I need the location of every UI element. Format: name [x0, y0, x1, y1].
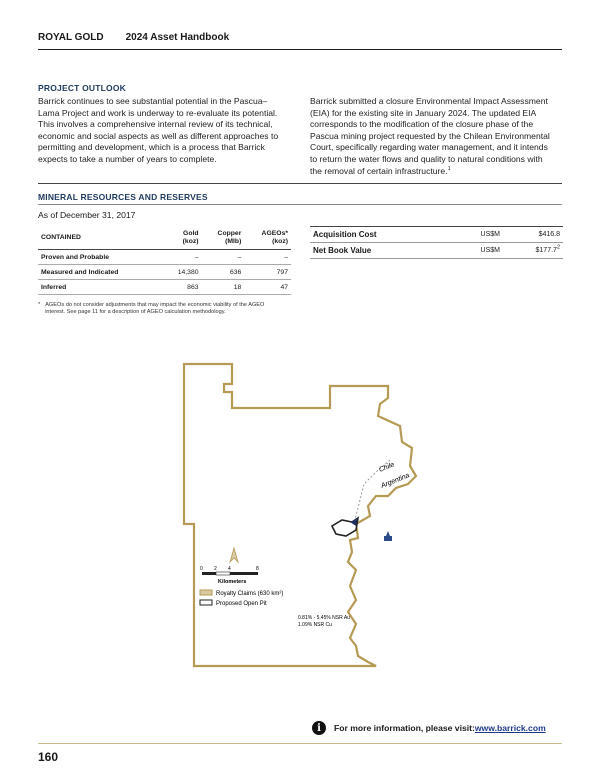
copper-value: 636	[202, 265, 245, 280]
table-row	[310, 243, 563, 259]
column-header-ageos: AGEOs* (koz)	[261, 230, 288, 245]
column-header-copper: Copper (Mlb)	[217, 230, 242, 245]
row-label: Proven and Probable	[38, 250, 163, 265]
table-footnote	[38, 302, 293, 316]
outlook-left-line: Lama Project and work is underway to re-evaluate its potential.	[38, 107, 278, 118]
outlook-left-line: economic and social aspects as well as different approaches to	[38, 130, 279, 141]
financial-unit: US$M	[458, 227, 503, 243]
page-number: 160	[38, 750, 59, 764]
scale-tick: 2	[214, 566, 217, 572]
header-divider	[38, 49, 562, 50]
legend-royalty-claims: Royalty Claims (630 km²)	[216, 591, 284, 597]
footnote-ref: 2	[556, 244, 560, 251]
resources-table	[38, 228, 291, 295]
footer-divider	[38, 743, 562, 744]
map-label-chile: Chile	[378, 461, 396, 474]
financials-table	[310, 226, 563, 259]
site-facility-icon	[384, 531, 392, 541]
outlook-right-line: Court, specifically regarding water management, and it intends	[310, 142, 548, 153]
financial-value: $416.8	[503, 227, 563, 243]
copper-value: 18	[202, 280, 245, 295]
footnote-line: interest. See page 11 for a description of AGEO calculation methodology.	[45, 309, 226, 315]
column-header-gold: Gold (koz)	[182, 230, 199, 245]
outlook-left-column	[38, 96, 293, 166]
info-icon: i	[312, 721, 326, 735]
scale-unit: Kilometers	[218, 579, 247, 585]
section-divider	[38, 183, 562, 184]
footnote-line: AGEOs do not consider adjustments that may impact the economic viability of the AGEO	[45, 302, 265, 308]
page-header	[38, 32, 229, 43]
outlook-right-column	[310, 96, 565, 177]
gold-value: –	[163, 250, 202, 265]
table-row	[38, 265, 291, 280]
nsr-gold-rate: 0.81% - 5.45% NSR Au	[298, 615, 350, 621]
outlook-left-line: This involves a comprehensive internal review of its technical,	[38, 119, 273, 130]
document-title: 2024 Asset Handbook	[125, 32, 230, 43]
table-row	[310, 227, 563, 243]
outlook-right-line: Pascua mining project requested by the Chilean Environmental	[310, 130, 550, 141]
scale-tick: 4	[228, 566, 231, 572]
scale-tick: 8	[256, 566, 259, 572]
row-label: Inferred	[38, 280, 163, 295]
more-info-text: For more information, please visit:	[334, 723, 475, 733]
outlook-right-line: the removal of certain infrastructure.$^1$	[310, 165, 451, 176]
map-label-argentina: Argentina	[380, 472, 411, 490]
scale-tick: 0	[200, 566, 203, 572]
financial-label: Acquisition Cost	[310, 227, 458, 243]
ageos-value: –	[244, 250, 291, 265]
row-label: Measured and Indicated	[38, 265, 163, 280]
outlook-right-line: Barrick submitted a closure Environmental Impact Assessment	[310, 96, 548, 106]
outlook-right-line: to return the water flows and quality to natural conditions with	[310, 153, 543, 164]
financial-label: Net Book Value	[310, 243, 458, 259]
mineral-resources-title: MINERAL RESOURCES AND RESERVES	[38, 192, 208, 202]
subsection-divider	[38, 204, 562, 205]
table-row	[38, 280, 291, 295]
footnote-ref: 1	[447, 165, 451, 172]
outlook-left-line: expects to take a number of years to complete.	[38, 153, 217, 164]
column-header-contained: CONTAINED	[41, 234, 81, 241]
ageos-value: 797	[244, 265, 291, 280]
table-row	[38, 250, 291, 265]
gold-value: 14,380	[163, 265, 202, 280]
copper-value: –	[202, 250, 245, 265]
company-name: ROYAL GOLD	[38, 32, 104, 43]
as-of-date: As of December 31, 2017	[38, 210, 136, 220]
nsr-copper-rate: 1.09% NSR Cu	[298, 622, 332, 628]
outlook-left-line: permitting and development, which is a process that Barrick	[38, 142, 265, 153]
outlook-left-line: Barrick continues to see substantial potential in the Pascua–	[38, 96, 268, 106]
financial-value: $177.7$^2$	[503, 243, 563, 259]
ageos-value: 47	[244, 280, 291, 295]
outlook-right-line: (EIA) for the existing site in January 2024. The updated EIA	[310, 107, 537, 118]
project-map	[180, 356, 450, 671]
barrick-website-link[interactable]: www.barrick.com	[474, 723, 546, 733]
financial-unit: US$M	[458, 243, 503, 259]
gold-value: 863	[163, 280, 202, 295]
footnote-marker: *	[38, 302, 41, 308]
outlook-right-line: corresponds to the modification of the closure phase of the	[310, 119, 534, 130]
table-header-row	[38, 228, 291, 250]
legend-open-pit: Proposed Open Pit	[216, 601, 267, 607]
project-outlook-title: PROJECT OUTLOOK	[38, 83, 127, 93]
more-info	[312, 721, 546, 735]
